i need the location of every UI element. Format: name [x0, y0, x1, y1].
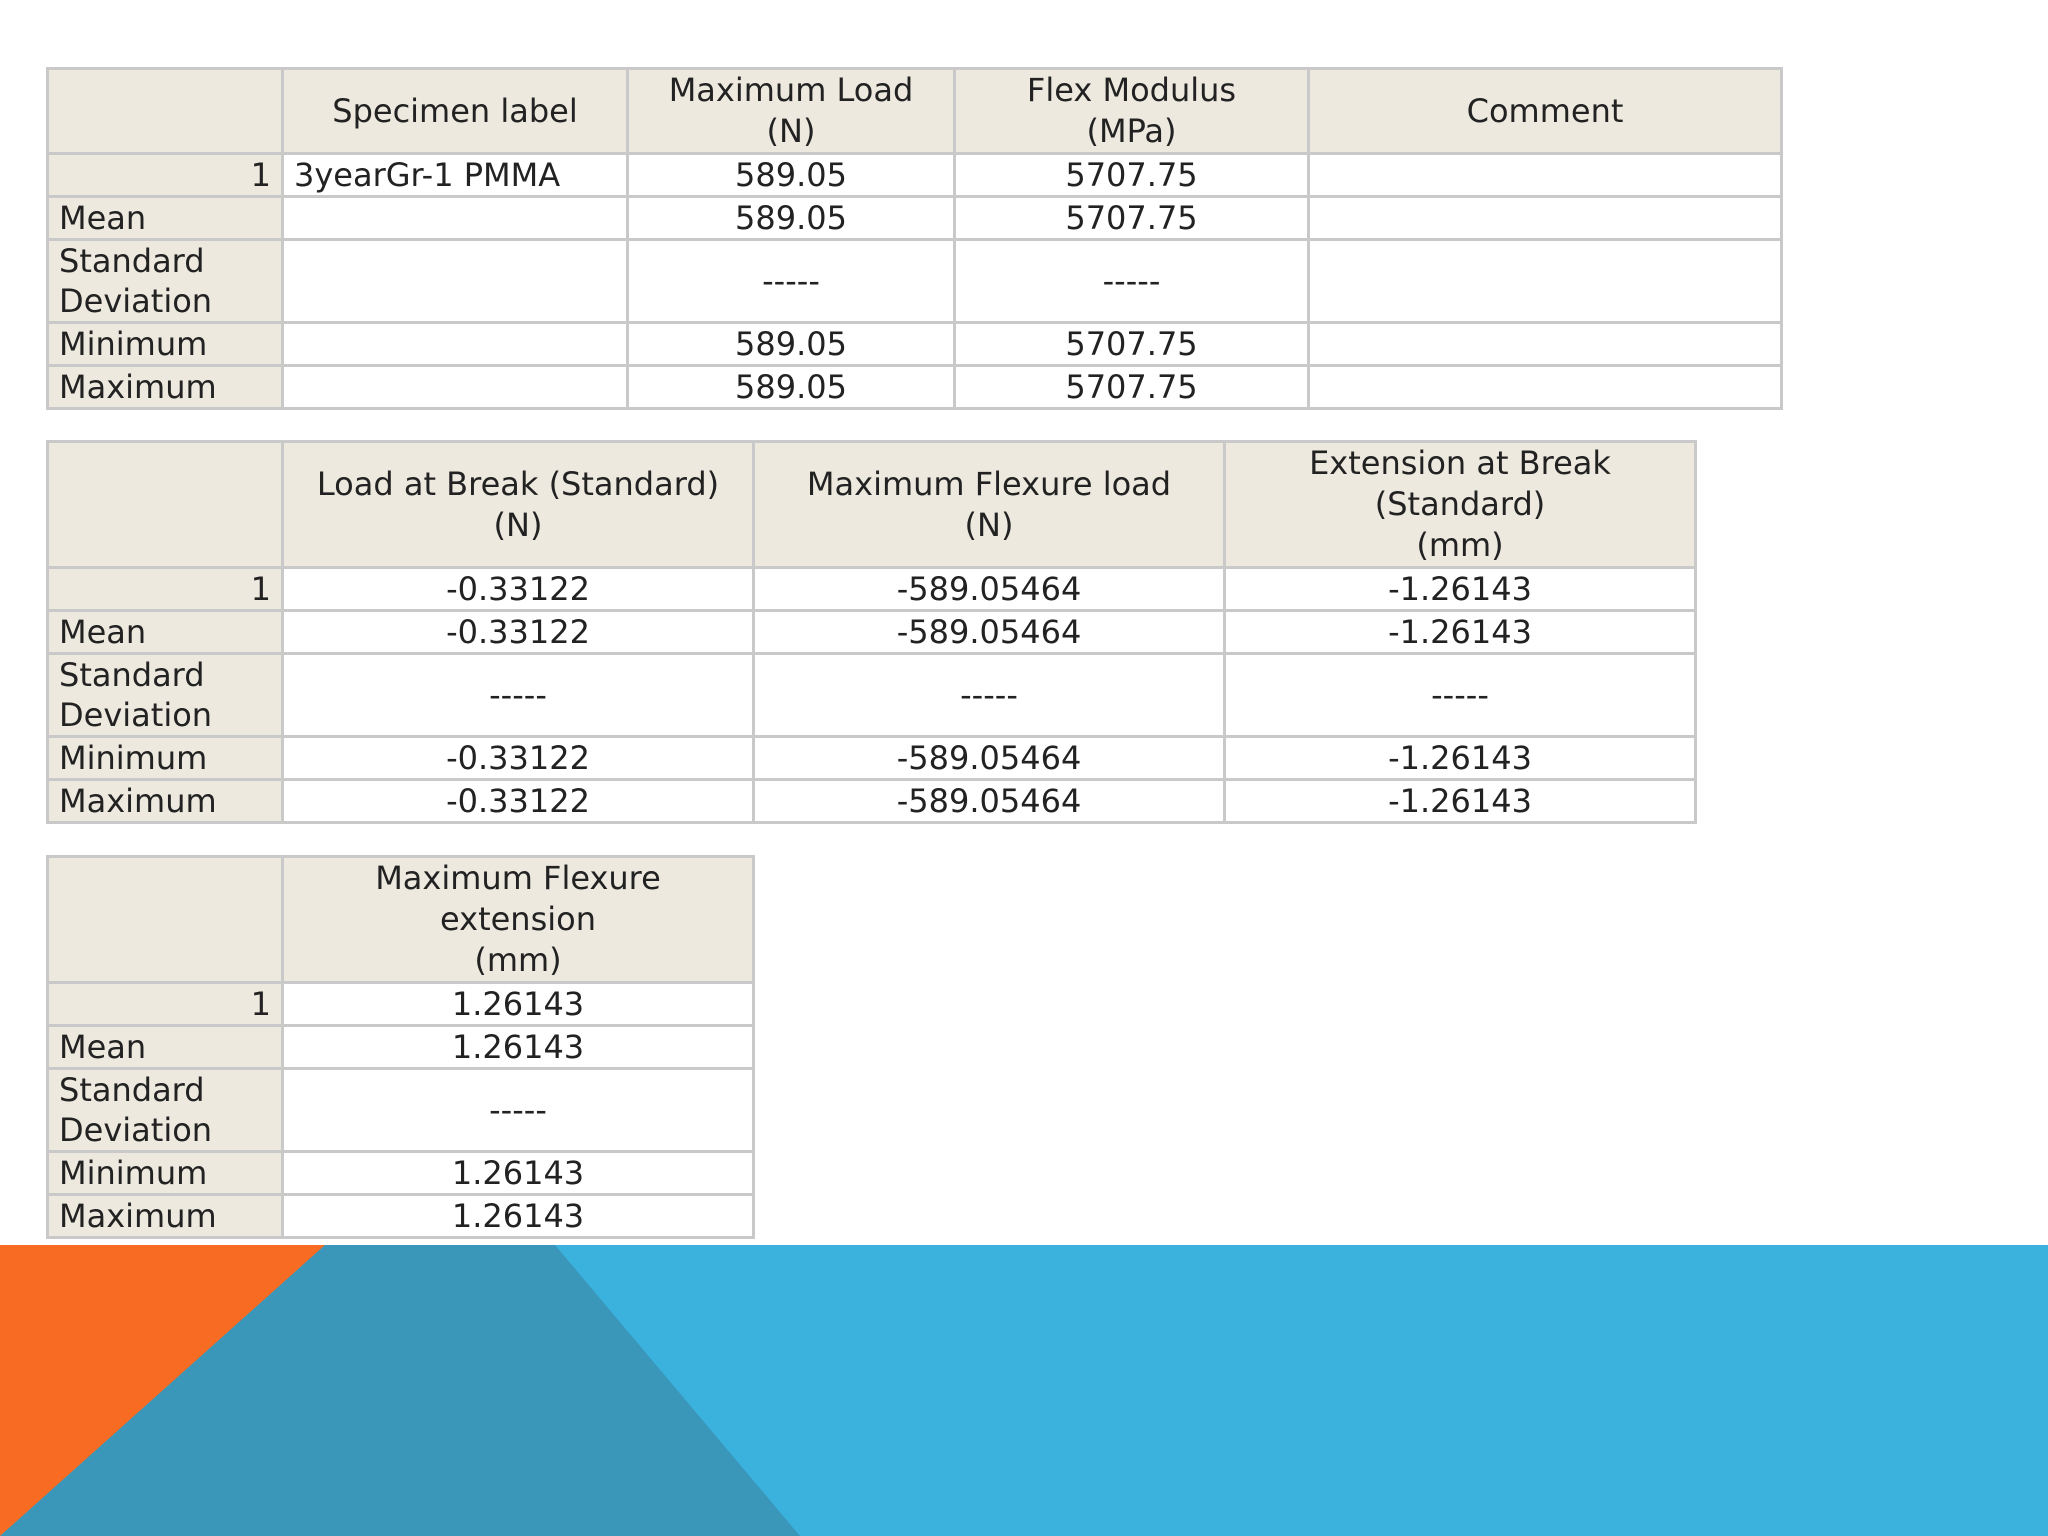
results-table-2 — [46, 440, 1697, 824]
table-cell — [283, 323, 628, 366]
table-row — [48, 323, 1782, 366]
table-cell: 5707.75 — [955, 154, 1309, 197]
table-cell: -0.33122 — [283, 780, 754, 823]
corner-cell — [48, 857, 283, 983]
row-label: Minimum — [48, 323, 283, 366]
table-row — [48, 240, 1782, 323]
row-label: Mean — [48, 611, 283, 654]
table-cell — [283, 366, 628, 409]
column-header: Maximum Flexure load (N) — [754, 442, 1225, 568]
table-cell: -589.05464 — [754, 737, 1225, 780]
table-cell: ----- — [955, 240, 1309, 323]
column-header: Flex Modulus (MPa) — [955, 69, 1309, 154]
table-cell: -589.05464 — [754, 780, 1225, 823]
column-header: Comment — [1309, 69, 1782, 154]
table-row — [48, 154, 1782, 197]
table-cell: -0.33122 — [283, 568, 754, 611]
table-cell — [1309, 366, 1782, 409]
table-row — [48, 983, 754, 1026]
corner-cell — [48, 69, 283, 154]
table-cell: ----- — [628, 240, 955, 323]
table — [46, 67, 1783, 410]
table-row — [48, 780, 1696, 823]
footer-shapes — [0, 1245, 2048, 1536]
row-label: Maximum — [48, 366, 283, 409]
table-cell: 1.26143 — [283, 983, 754, 1026]
row-label: 1 — [48, 983, 283, 1026]
table-cell: 5707.75 — [955, 197, 1309, 240]
corner-cell — [48, 442, 283, 568]
table-cell: -1.26143 — [1225, 611, 1696, 654]
table-cell — [1309, 197, 1782, 240]
table-row — [48, 1069, 754, 1152]
header-row — [48, 69, 1782, 154]
results-table-3 — [46, 855, 755, 1239]
table-cell: -1.26143 — [1225, 568, 1696, 611]
table-cell: ----- — [1225, 654, 1696, 737]
row-label: Maximum — [48, 780, 283, 823]
table-cell — [283, 240, 628, 323]
row-label: Standard Deviation — [48, 1069, 283, 1152]
table-cell — [1309, 240, 1782, 323]
header-row — [48, 442, 1696, 568]
table-cell: 589.05 — [628, 323, 955, 366]
table-cell: 589.05 — [628, 197, 955, 240]
table-row — [48, 611, 1696, 654]
table-cell: -589.05464 — [754, 611, 1225, 654]
column-header: Extension at Break (Standard) (mm) — [1225, 442, 1696, 568]
table-cell: 5707.75 — [955, 366, 1309, 409]
table-cell: 5707.75 — [955, 323, 1309, 366]
row-label: Mean — [48, 1026, 283, 1069]
table-cell — [1309, 323, 1782, 366]
header-row — [48, 857, 754, 983]
table-cell: 589.05 — [628, 366, 955, 409]
row-label: Minimum — [48, 1152, 283, 1195]
table — [46, 855, 755, 1239]
table-row — [48, 366, 1782, 409]
table-cell: ----- — [754, 654, 1225, 737]
row-label: Mean — [48, 197, 283, 240]
results-table-1 — [46, 67, 1783, 410]
table-cell: 589.05 — [628, 154, 955, 197]
column-header: Maximum Flexure extension (mm) — [283, 857, 754, 983]
row-label: 1 — [48, 154, 283, 197]
row-label: 1 — [48, 568, 283, 611]
table-cell: 1.26143 — [283, 1026, 754, 1069]
table-row — [48, 197, 1782, 240]
table-cell: ----- — [283, 1069, 754, 1152]
column-header: Load at Break (Standard) (N) — [283, 442, 754, 568]
table-cell: 1.26143 — [283, 1195, 754, 1238]
table-row — [48, 1152, 754, 1195]
table-cell: -1.26143 — [1225, 737, 1696, 780]
column-header: Specimen label — [283, 69, 628, 154]
row-label: Minimum — [48, 737, 283, 780]
table-cell — [1309, 154, 1782, 197]
column-header: Maximum Load (N) — [628, 69, 955, 154]
table-row — [48, 737, 1696, 780]
row-label: Standard Deviation — [48, 240, 283, 323]
table-cell: -0.33122 — [283, 611, 754, 654]
table-row — [48, 1026, 754, 1069]
decorative-footer-band — [0, 1245, 2048, 1536]
table-cell: 1.26143 — [283, 1152, 754, 1195]
table-cell: ----- — [283, 654, 754, 737]
row-label: Maximum — [48, 1195, 283, 1238]
table — [46, 440, 1697, 824]
table-cell: 3yearGr-1 PMMA — [283, 154, 628, 197]
table-cell: -0.33122 — [283, 737, 754, 780]
table-row — [48, 654, 1696, 737]
table-cell: -589.05464 — [754, 568, 1225, 611]
table-cell — [283, 197, 628, 240]
row-label: Standard Deviation — [48, 654, 283, 737]
table-row — [48, 1195, 754, 1238]
table-row — [48, 568, 1696, 611]
table-cell: -1.26143 — [1225, 780, 1696, 823]
